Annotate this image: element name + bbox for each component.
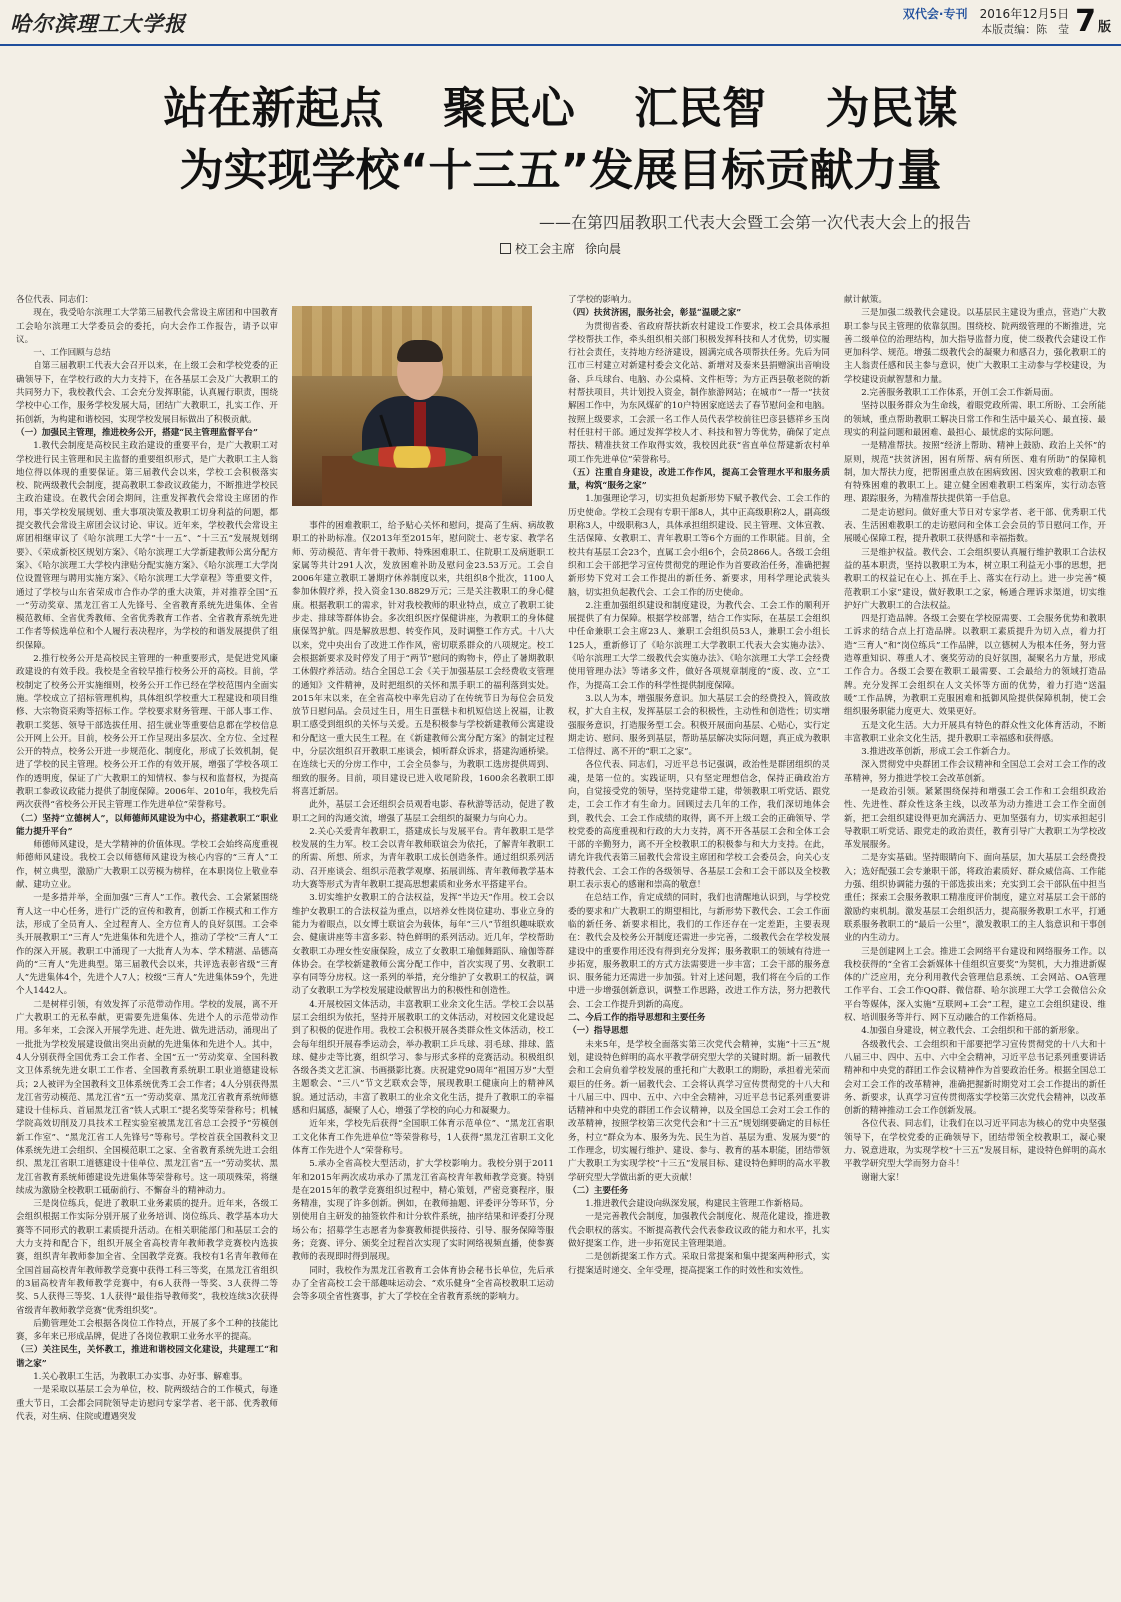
paragraph: 二是走访慰问。做好重大节日对专家学者、老干部、优秀职工代表、生活困难教职工的走访慰问和全体工会会员的节日慰问工作，开展暖心保障工程，提升教职工获得感和幸福指数。 [844, 507, 1106, 545]
paragraph: 一、工作回顾与总结 [33, 348, 111, 359]
paragraph: 师德师风建设，是大学精神的价值体现。学校工会始终高度重视师德师风建设。我校工会以师德师风建设为核心内容的“三育人”工作，树立典型，激励广大教职工以劳模为榜样，在本职岗位上敬业奉献、建功立业。 [16, 840, 278, 891]
paragraph: 同时，我校作为黑龙江省教育工会体育协会秘书长单位，先后承办了全省高校工会干部趣味运动会、“欢乐健身”全省高校教职工运动会等多项全省性赛事，扩大了学校在全省教育系统的影响力。 [292, 1265, 554, 1303]
paragraph: 近年来，学校先后获得“全国职工体育示范单位”、“黑龙江省职工文化体育工作先进单位”等荣誉称号，1人获得“黑龙江省职工文化体育工作先进个人”荣誉称号。 [292, 1119, 554, 1156]
paragraph: 3.推进改革创新，形成工会工作新合力。 [861, 747, 1016, 758]
headline-part: 站在新起点 [163, 83, 384, 134]
section-label [903, 6, 1069, 22]
page-meta [903, 5, 1111, 39]
paragraph: 后勤管理处工会根据各岗位工作特点，开展了多个工种的技能比赛，多年来已形成品牌，促进了各岗位教职工业务水平的提高。 [16, 1318, 278, 1343]
paragraph: 未来5年，是学校全面落实第三次党代会精神，实施“十三五”规划，建设特色鲜明的高水平教学研究型大学的关键时期。新一届教代会和工会肩负着学校发展的重托和广大教职工的期盼，承担着光荣而艰巨的任务。新一届教代会、工会将认真学习宣传贯彻党的十八大和十八届三中、四中、五中、六中全会精神，习近平总书记系列重要讲话精神和中央党的群团工作会议精神，以及全国总工会对工会工作的改革精神，按照学校第三次党代会和“十三五”规划纲要确定的目标任务，村立“群众为本、服务为先、民生为首、基层为重、发展为要”的工作理念，切实履行维护、建设、参与、教育的基本职能，团结带领广大教职工为实现学校“十三五”发展目标、建设特色鲜明的高水平教学研究型大学做出新的更大贡献！ [568, 1039, 830, 1183]
text-column-4 [844, 294, 1106, 1590]
paper-name: 哈尔滨理工大学报 [10, 11, 186, 36]
paragraph: 五是文化生活。大力开展具有特色的群众性文化体育活动，不断丰富教职工业余文化生活，提升教职工幸福感和获得感。 [844, 720, 1106, 744]
page-number: 7 [1075, 4, 1096, 39]
paragraph: 一是采取以基层工会为单位，校、院两级结合的工作模式，每逢重大节日，工会都会同院领导走访慰问专家学者、老干部、优秀教师代表，对生病、住院或遭遇突发 [16, 1385, 278, 1422]
paragraph: 一是完善教代会制度，加强教代会制度化、规范化建设，推进教代会职权的落实。不断提高教代会代表参政议政的能力和水平，扎实做好提案工作，进一步拓宽民主管理渠道。 [568, 1212, 830, 1250]
paragraph: 5.承办全省高校大型活动，扩大学校影响力。我校分别于2011年和2015年两次成功承办了黑龙江省高校青年教师教学竞赛。特别是在2015年的教学竞赛组织过程中，精心策划，严密竞赛程序，服务精准，实现了许多创新。例如，在教师抽题、评委评分等环节，分别使用自主研发的抽签软件和计分软件系统，抽序结果和评委打分现场公布；招募学生志愿者为参赛教师提供接待、引导、服务保障等服务；竞赛、评分、颁奖全过程首次实现了实时网络视频直播，使参赛教师的表现即时得到展现。 [292, 1159, 554, 1263]
paragraph: 事件的困难教职工，给予贴心关怀和慰问，提高了生病、病故教职工的补助标准。仅2013年至2015年，慰问院士、老专家、教学名师、劳动模范、青年骨干教师、特殊困难职工、住院职工及病逝职工家属等共计291人次，发放困难补助及慰问金23.53万元。工会自2006年建立教职工暑期疗休养制度以来，共组织8个批次，1100人参加休假疗养，投入资金130.8829万元；三是关注教职工的身心健康。根据教职工的需求，针对我校教师的职业特点，成立了教职工徒步走、排球等群体协会。多次组织医疗保健讲座，为教职工的身体健康保驾护航。四是解放思想、转变作风，及时调整工作方式。十八大以来，党中央出台了改进工作作风，密切联系群众的八项规定。校工会根据新要求及时停发了用于“两节”慰问的购物卡，停止了暑期教职工休假疗养活动。结合全国总工会《关于加强基层工会经费收支管理的通知》文件精神，及时把组织的关怀和黑手职工的福利落到实处。2015年末以来，在全省高校中率先启动了在传统节日为每位会员发放节日慰问品。会员过生日，用生日蛋糕卡和机短信送上祝福，让教职工感受到组织的关怀与关爱。五是积极参与学校新建教师公寓建设和分配这一重大民生工程。在《新建教师公寓分配方案》的制定过程中，分层次组织召开教职工座谈会，倾听群众诉求，搭建沟通桥梁。在连续七天的分房工作中，工会全员参与，为教职工选房提供周到、细致的服务。目前，项目建设已进入收尾阶段，1600余名教职工即将喜迁新居。 [292, 521, 554, 797]
paragraph: （一）指导思想 [568, 1026, 629, 1037]
byline-role: 校工会主席 [514, 242, 575, 256]
paragraph: 四是打造品牌。各级工会要在学校原需要、工会服务优势和教职工诉求的结合点上打造品牌。以教职工素质提升为切入点，着力打造“三育人”和“岗位练兵”工作品牌，以立德树人为根本任务，努力营造尊重知识、尊重人才、褒奖劳动的良好氛围，凝聚名力方量，形成工作合力。各级工会要在教职工最需要、工会最给力的领域打造品牌。充分发挥工会组织在人文关怀等方面的优势，着力打造“送温暖”工作品牌，为教职工克服困难和抵御风险提供保障机制，使工会组织服务职能力度更大、效果更好。 [844, 614, 1106, 718]
paragraph: 各位代表、同志们，让我们在以习近平同志为核心的党中央坚强领导下，在学校党委的正确领导下，团结带领全校教职工，凝心聚力、锐意进取，为实现学校“十三五”发展目标，建设特色鲜明的高水平教学研究型大学而努力奋斗！ [844, 1119, 1106, 1170]
paragraph: 1.教代会制度是高校民主政治建设的重要平台，是广大教职工对学校进行民主管理和民主监督的重要组织形式，是广大教职工主人翁地位得以体现的重要保证。第三届教代会以来，学校工会积极落实校、院两级教代会制度，提高教职工参政议政能力，不断推进学校民主政治建设。在教代会闭会期间，注重发挥教代会常设主席团的作用，事关学校发展规划、重大事项决策及教职工切身利益的问题，都提交教代会常设主席团会议讨论、审议。近年来，学校教代会常设主席团相继审议了《哈尔滨理工大学“十一五”、“十三五”发展规划纲要》、《荣成新校区规划方案》、《哈尔滨理工大学新建教师公寓分配方案》、《哈尔滨理工大学校内津贴分配实施方案》、《哈尔滨理工大学岗位设置管理与聘用实施方案》、《哈尔滨理工大学章程》等重要文件，通过了学校与山东省荣成市合作办学的重大决策，并对推荐全国“五一”劳动奖章、黑龙江省工人先锋号、全省教育系统先进集体、全省模范教师、全省优秀教师、全省优秀教育工作者、全省教育系统先进工作者等候选单位和个人履行表决程序，为学校的和谐发展提供了组织保障。 [16, 441, 278, 651]
paragraph: 各位代表、同志们，习近平总书记强调，政治性是群团组织的灵魂，是第一位的。实践证明，只有坚定理想信念，保持正确政治方向，自觉接受党的领导，坚持党建带工建，带领教职工听党话、跟党走，工会工作才有生命力。回顾过去几年的工作，我们深切地体会到，教代会、工会工作成绩的取得，离不开上级工会的正确领导、学校党委的高度重视和行政的大力支持，离不开各基层工会和全体工会干部的辛勤努力，离不开全校教职工的积极参与和大力支持。在此，请允许我代表第三届教代会常设主席团和学校工会委员会，向关心支持教代会、工会工作的各级领导、各基层工会和工会干部以及全校教职工表示衷心的感谢和崇高的敬意！ [568, 760, 830, 891]
paragraph: 此外，基层工会还组织会员观看电影、春秋游等活动，促进了教职工之间的沟通交流，增强了基层工会组织的凝聚力与向心力。 [292, 800, 554, 824]
headline-part: 汇民智 [634, 83, 767, 134]
paragraph: 1.关心教职工生活，为教职工办实事、办好事、解难事。 [33, 1372, 248, 1383]
headline-part: 聚民心 [442, 83, 575, 134]
headline-line-1 [0, 78, 1121, 140]
section-name: 双代会·专刊 [902, 7, 968, 21]
paragraph: 各级教代会、工会组织和干部要把学习宣传贯彻党的十八大和十八届三中、四中、五中、六中全会精神，习近平总书记系列重要讲话精神和中央党的群团工作会议精神作为首要政治任务。根据全国总工会对工会工作的改革精神，准确把握新时期党对工会工作提出的新任务、新要求，认真学习宣传贯彻落实学校第三次党代会精神，以改革创新的精神推动工会工作创新发展。 [844, 1039, 1106, 1117]
paragraph: 2.推行校务公开是高校民主管理的一种重要形式，是促进党风廉政建设的有效手段。我校是全省较早推行校务公开的高校。目前，学校制定了校务公开实施细则，校务公开工作已经在学校范围内全面实施。学校成立了招标管理机构，具体组织学校重大工程建设和项目维修、大宗物资采购等招标工作。学校要求财务管理、干部人事工作、教职工奖惩、领导干部选拔任用、招生就业等重要信息都在学校信息公开网上公开。目前，校务公开工作呈现出多层次、全方位、全过程公开的特点，校务公开进一步规范化、制度化，形成了长效机制，促进了学校的民主管理。校务公开工作的有效开展，增强了学校各项工作的透明度，保证了广大教职工的知情权、参与权和监督权，为提高教职工参政议政能力提供了制度保障。2006年、2010年，我校先后两次获得“省校务公开民主管理工作先进单位”荣誉称号。 [16, 654, 278, 811]
paragraph: （二）坚持“立德树人”，以师德师风建设为中心，搭建教职工“职业能力提升平台” [16, 813, 278, 837]
paragraph: 1.推进教代会建设向纵深发展，构建民主管理工作新格局。 [585, 1199, 809, 1210]
paragraph: 谢谢大家！ [861, 1172, 905, 1183]
issue-date: 2016年12月5日 [979, 7, 1070, 21]
text-column-1 [16, 294, 278, 1590]
paragraph: 2.完善服务教职工工作体系，开创工会工作新局面。 [861, 388, 1059, 399]
paragraph: 各位代表、同志们： [16, 295, 94, 305]
page-unit: 版 [1097, 20, 1111, 35]
paragraph: 三是岗位练兵，促进了教职工业务素质的提升。近年来，各级工会组织根据工作实际分别开展了业务培训、岗位练兵、教学基本功大赛等不同形式的教职工素质提升活动。在相关职能部门和基层工会的大力支持和配合下，组织开展全省高校青年教师教学竞赛校内选拔赛，组织青年教师参加全省、全国教学竞赛。我校有1名青年教师在全国首届高校青年教师教学竞赛中获得工科三等奖，在黑龙江省组织的3届高校青年教师教学竞赛中，有6人获得一等奖、3人获得二等奖、5人获得三等奖、1人获得“最佳指导教师奖”，我校连续3次获得省级青年教师教学竞赛“优秀组织奖”。 [16, 1199, 278, 1316]
headline-line-2: 为实现学校“十三五”发展目标贡献力量 [179, 145, 942, 196]
paragraph: 深入贯彻党中央群团工作会议精神和全国总工会对工会工作的改革精神，努力推进学校工会改革创新。 [844, 760, 1106, 784]
byline-author: 徐向晨 [585, 242, 622, 256]
paragraph: 为贯彻省委、省政府帮扶新农村建设工作要求，校工会具体承担学校帮扶工作，牵头组织相关部门积极发挥科技和人才优势，切实履行社会责任，支持地方经济建设，圆满完成各项帮扶任务。先后为同江市三村建立对新建村委会文化站、新增对及泰来县捐赠演出音响设备、乒乓球台、电脑、办公桌椅、文件柜等；为方正西县敬老院的新村帮扶项目，共计划投入资金，制作旅游网站；在城市“一帮一”扶贫解困工作中，为东风煤矿的10户特困家庭送去了春节慰问金和电脑。按照上级要求，工会派一名工作人员代表学校前往巴彦县德祥乡玉岗村任驻村干部。通过发挥学校人才、科技和智力等优势，确保了定点帮扶、精准扶贫工作取得实效，我校因此获“省直单位帮建新农村单项工作先进单位”荣誉称号。 [568, 321, 830, 465]
paragraph: 三是维护权益。教代会、工会组织要认真履行维护教职工合法权益的基本职责，坚持以教职工为本，树立职工利益无小事的思想，把教职工的权益记在心上、抓在手上、落实在行动上。进一步完善“模范教职工小家”建设，做好教职工之家，畅通合理诉求渠道，切实维护好广大教职工的合法权益。 [844, 547, 1106, 611]
paragraph: 二是树样引领，有效发挥了示范带动作用。学校的发展，离不开广大教职工的无私奉献，更需要先进集体、先进个人的示范带动作用。多年来，工会深入开展学先进、赶先进、做先进活动，涌现出了一批批为学校发展建设做出突出贡献的先进集体和先进个人。其中，4人分别获得全国优秀工会工作者、全国“五一”劳动奖章、全国科教文卫体系统先进女职工工作者、全国教育系统职工职业道德建设标兵；2人被评为全国教科文卫体系统优秀工会工作者；4人分别获得黑龙江省劳动模范、黑龙江省“五一”劳动奖章、黑龙江省教育系统师德建设十佳标兵、首届黑龙江省“铁人式职工”提名奖等荣誉称号；机械学院高效切削及刀具技术工程实验室被黑龙江省总工会授予“劳模创新工作室”、“黑龙江省工人先锋号”等称号。学校首获全国教科文卫体系统先进工会组织、全国模范职工之家、全省教育系统先进工会组织、黑龙江省职工道德建设十佳单位、黑龙江省“五一”劳动奖状、黑龙江省教育系统师德建设先进集体等荣誉称号。这一项项殊荣，将继续成为激励全校教职工砥砺前行、不懈奋斗的精神动力。 [16, 999, 278, 1196]
byline [0, 240, 1121, 257]
paragraph: 现在，我受哈尔滨理工大学第三届教代会常设主席团和中国教育工会哈尔滨理工大学委员会的委托，向大会作工作报告，请予以审议。 [16, 308, 278, 345]
paragraph: 二是创新提案工作方式。采取日常提案和集中提案两种形式，实行提案适时递交、全年受理，提高提案工作的时效性和实效性。 [568, 1252, 830, 1276]
paragraph: 了学校的影响力。 [568, 295, 637, 305]
text-column-3 [568, 294, 830, 1590]
paragraph: （一）加强民主管理，推进校务公开，搭建“民主管理监督平台” [16, 427, 258, 438]
paragraph: 2.关心关爱青年教职工，搭建成长与发展平台。青年教职工是学校发展的生力军。校工会以青年教师联谊会为依托，了解青年教职工的所需、所想、所求，为青年教职工成长创造条件。通过组织系列活动、召开座谈会、组织示范教学观摩、拓展训练、青年教师教学基本功大赛等形式为青年教职工提高思想素质和业务水平搭建平台。 [292, 826, 554, 891]
page-meta-text [903, 6, 1069, 38]
paragraph: （三）关注民生，关怀教工，推进和谐校园文化建设，共建理工“和谐之家” [16, 1345, 278, 1369]
paragraph: 一是政治引领。紧紧围绕保持和增强工会工作和工会组织政治性、先进性、群众性这条主线，以改革为动力推进工会工作全面创新，把工会组织建设得更加充满活力、更加坚强有力，切实承担起引导教职工听党话、跟党走的政治责任，教育引导广大教职工为学校改革发展服务。 [844, 786, 1106, 851]
text-column-2 [292, 520, 554, 1590]
paragraph: 自第三届教职工代表大会召开以来，在上级工会和学校党委的正确领导下，在学校行政的大力支持下，在各基层工会及广大教职工的共同努力下，我校教代会、工会充分发挥职能，认真履行职责，围绕学校中心工作，服务学校发展大局，团结广大教职工，扎实工作、开拓创新，为构建和谐校园，实现学校发展目标做出了积极贡献。 [16, 361, 278, 425]
paragraph: 坚持以服务群众为生命线，着眼党政所需、职工所盼、工会所能的领域，重点帮助教职工解决日常工作和生活中最关心、最直接、最现实的利益问题和最困难、最担心、最忧虑的实际问题。 [844, 401, 1106, 438]
paragraph: 三是加强二级教代会建设。以基层民主建设为重点，营造广大教职工参与民主管理的依靠氛围。围绕校、院两级管理的不断推进，完善二级单位的治理结构，加大指导监督力度，使二级教代会建设工作更加科学、规范。增强二级教代会的凝聚力和感召力，强化教职工的主人翁责任感和民主参与意识，使广大教职工主动参与学校建设，为学校建设贡献智慧和力量。 [844, 308, 1106, 385]
paragraph: 三是创建网上工会。推进工会网络平台建设和网络服务工作。以我校获得的“全省工会新媒体十佳组织宣要奖”为契机，大力推进新媒体的广泛应用，充分利用教代会管理信息系统、工会网站、OA管理工作平台、工会工作QQ群、微信群、哈尔滨理工大学工会微信公众平台等媒体，深入实施“互联网+工会”工程，建立工会组织建设、维权、培训服务等并行、网下互动融合的工作新格局。 [844, 946, 1106, 1024]
paragraph: 2.注重加强组织建设和制度建设，为教代会、工会工作的顺利开展提供了有力保障。根据学校部署，结合工作实际，在基层工会组织中任命兼职工会主席23人、兼职工会组织员53人，兼职工会小组长125人，重新修订了《哈尔滨理工大学教职工代表大会实施办法》、《哈尔滨理工大学二级教代会实施办法》、《哈尔滨理工大学工会经费使用管理办法》等诸多文件，做好各项规章制度的“废、改、立”工作，为提高工会工作的科学性提供制度保障。 [568, 600, 830, 691]
headline-part: 为民谋 [825, 83, 958, 134]
subtitle: ——在第四届教职工代表大会暨工会第一次代表大会上的报告 [538, 213, 971, 232]
paragraph: 二、今后工作的指导思想和主要任务 [568, 1013, 706, 1024]
paragraph: 一是精准帮扶。按照“经济上帮助、精神上鼓励、政治上关怀”的原则，规范“扶贫济困，困有所帮、病有所医、难有所助”的保障机制，加大帮扶力度，把帮困重点放在困病致困、因灾致难的教职工和有特殊困难的教职工上。建立健全困难教职工档案库，实行动态管理、跟踪服务，为精准帮扶提供第一手信息。 [844, 441, 1106, 505]
paragraph: 4.开展校园文体活动，丰富教职工业余文化生活。学校工会以基层工会组织为依托，坚持开展教职工的文体活动，对校园文化建设起到了积极的促进作用。我校工会积极开展各类群众性文体活动，校工会每年组织开展春季运动会，举办教职工乒乓球、羽毛球、排球、篮球、健步走等比赛，组织学习、参与形式多样的竞赛活动。积极组织各级各类文艺汇演、书画摄影比赛。庆祝建党90周年“祖国万岁”大型主题歌会、“三八”节文艺联欢会等，展现教职工健康向上的精神风貌。通过活动，丰富了教职工的业余文化生活，提升了教职工的幸福感和归属感，凝聚了人心，增强了学校的向心力和凝聚力。 [292, 999, 554, 1117]
byline-box-icon [500, 243, 511, 254]
paragraph: 4.加强自身建设，树立教代会、工会组织和干部的新形象。 [861, 1026, 1085, 1037]
paragraph: 献计献策。 [844, 295, 887, 305]
masthead [0, 0, 1121, 44]
masthead-rule [0, 44, 1121, 46]
editor-credit: 本版责编：陈 莹 [981, 23, 1070, 36]
paragraph: （四）扶贫济困，服务社会，彰显“温暖之家” [568, 308, 742, 319]
paragraph: 1.加强理论学习，切实担负起新形势下赋予教代会、工会工作的历史使命。学校工会现有专职干部8人，其中正高级职称2人，副高级职称3人，中级职称3人，具体承担组织建设、民主管理、文体宣教、生活保障、女教职工、青年教职工等6个方面的工作职能。目前，全校共有基层工会23个，直属工会小组6个，会员2866人。各级工会组织和工会干部把学习宣传贯彻党的理论作为首要政治任务，准确把握新形势下党对工会工作提出的新任务、新要求，用科学理论武装头脑，切实担负起教代会、工会工作的历史使命。 [568, 494, 830, 598]
paragraph: 3.切实维护女教职工的合法权益，发挥“半边天”作用。校工会以维护女教职工的合法权益为重点，以培养女性岗位建功、事业立身的能力为着眼点，以女博士联谊会为载体，每年“三八”节组织趣味联欢会、健康讲座等丰富多彩、特色鲜明的系列活动。近几年，学校帮助女教职工办理女性安康保险，成立了女教职工瑜伽舞蹈队、瑜伽等群体协会。在学校新建教师公寓分配工作中，首次实现了男、女教职工享有同等分房权。这一系列的举措，充分维护了女教职工的权益，调动了女教职工为学校发展建设献智出力的积极性和创造性。 [292, 893, 554, 997]
article-body [16, 294, 1106, 1590]
headline [0, 78, 1121, 202]
paragraph: 二是夯实基础。坚持眼睛向下、面向基层，加大基层工会经费投入；选好配强工会专兼职干部，将政治素质好、群众威信高、工作能力强、组织协调能力强的干部选拔出来；充实到工会干部队伍中担当重任；探索工会服务教职工精准度评价制度，建立对基层工会干部的激励约束机制。激发基层工会组织活力，提高服务教职工水平，打通联系服务教职工的“最后一公里”，激发教职工的主人翁意识和干事创业的内生动力。 [844, 853, 1106, 944]
paragraph: （二）主要任务 [568, 1185, 629, 1196]
paragraph: 在总结工作，肯定成绩的同时，我们也清醒地认识到，与学校党委的要求和广大教职工的期望相比，与新形势下教代会、工会工作面临的新任务、新要求相比，我们的工作还存在一定差距，主要表现在：教代会及校务公开制度还需进一步完善，二级教代会在学校发展建设中的重要作用还没有得到充分发挥；服务教职工的领域有待进一步拓宽，服务教职工的方式方法需要进一步丰富；工会干部的服务意识、服务能力还需进一步加强。针对上述问题，我们将在今后的工作中进一步增强创新意识，调整工作思路，改进工作方法，努力把教代会、工会工作提升到新的高度。 [568, 893, 830, 1010]
paragraph: 一是多措并举，全面加强“三育人”工作。教代会、工会紧紧围绕育人这一中心任务，进行广泛的宣传和教育，创新工作模式和工作方法，形成了全员育人、全过程育人、全方位育人的良好氛围。工会牵头开展教职工“三育人”先进集体和先进个人，推动了学校“三育人”工作的深入开展。教职工中涌现了一大批育人为本、学术精湛、品德高尚的“三育人”先进典型。第三届教代会以来，共评选表彰省级“三育人”先进集体4个，先进个人7人；校级“三育人”先进集体59个，先进个人1442人。 [16, 893, 278, 997]
paragraph: 3.以人为本，增强服务意识。加大基层工会的经费投入，简政放权，扩大自主权，发挥基层工会的积极性，主动性和创造性；切实增强服务意识，打造服务型工会。积极开展面向基层、心贴心，实行定期走访、慰问、服务到基层，帮助基层解决实际问题，真正成为教职工信得过、离不开的“职工之家”。 [568, 693, 830, 758]
paragraph: （五）注重自身建设，改进工作作风，提高工会管理水平和服务质量，构筑“服务之家” [568, 467, 830, 492]
